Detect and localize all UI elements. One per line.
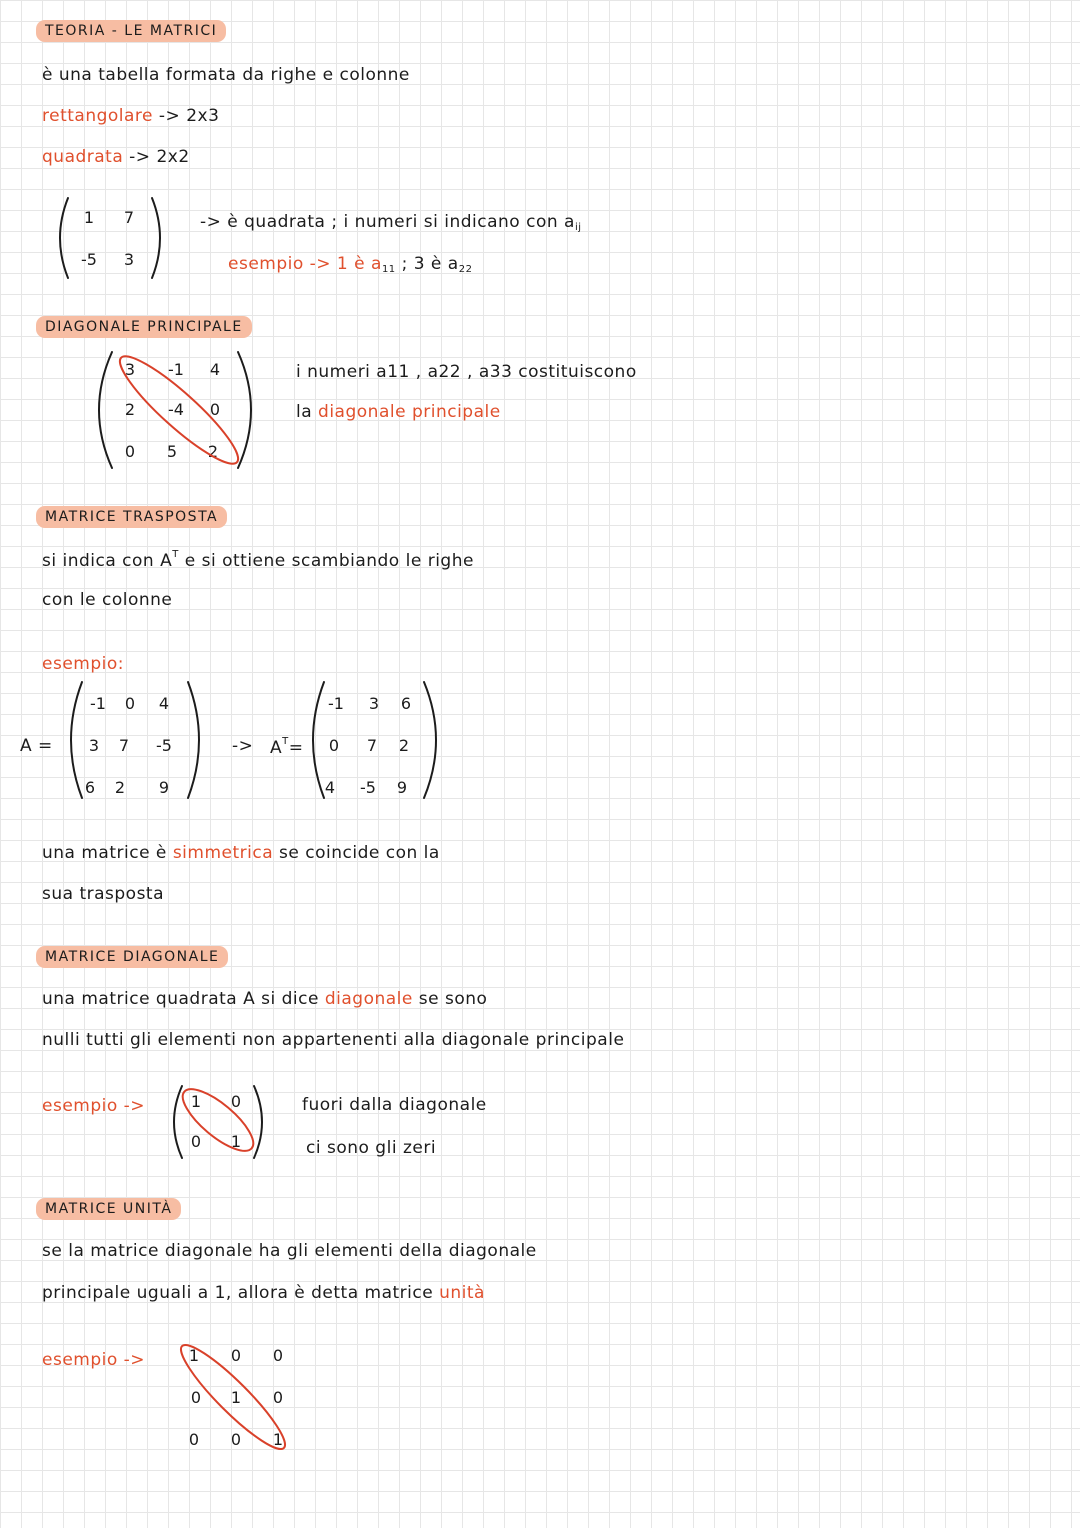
matrix-cell: 4 bbox=[324, 778, 336, 797]
matrix-cell: 0 bbox=[124, 442, 136, 461]
matrix-cell: 0 bbox=[230, 1346, 242, 1365]
diagonal-note-1: i numeri a11 , a22 , a33 costituiscono bbox=[296, 362, 637, 382]
diagonal-highlight-ring bbox=[104, 340, 254, 480]
line-highlight: simmetrica bbox=[172, 843, 274, 863]
matrix-cell: 7 bbox=[123, 208, 135, 227]
matrix-cell: -1 bbox=[168, 360, 184, 379]
matrix-cell: 9 bbox=[158, 778, 170, 797]
matrix-cell: 1 bbox=[188, 1346, 200, 1365]
square-arrow: -> 2x2 bbox=[129, 147, 190, 167]
section-heading-unit-matrix: MATRICE UNITÀ bbox=[36, 1198, 181, 1220]
rect-arrow: -> 2x3 bbox=[158, 106, 220, 126]
matrix-cell: 0 bbox=[272, 1388, 284, 1407]
note-text: ; 3 è a bbox=[401, 254, 459, 274]
line-highlight: unità bbox=[439, 1283, 485, 1303]
diagonal-highlight-ring bbox=[168, 1334, 298, 1460]
matrix-cell: 1 bbox=[230, 1388, 242, 1407]
example-label: esempio: bbox=[42, 654, 124, 674]
matrix-cell: -1 bbox=[328, 694, 344, 713]
superscript: T bbox=[282, 736, 289, 747]
symmetric-line-2: sua trasposta bbox=[42, 884, 165, 904]
matrix-cell: 3 bbox=[368, 694, 380, 713]
right-paren bbox=[420, 680, 446, 800]
left-paren bbox=[52, 196, 72, 280]
matrix-cell: 2 bbox=[207, 442, 219, 461]
matrix-cell: 0 bbox=[190, 1388, 202, 1407]
line-text: si indica con A bbox=[42, 551, 173, 571]
note-subscript: ij bbox=[574, 222, 582, 233]
diagonal-matrix-note-2: ci sono gli zeri bbox=[306, 1138, 437, 1158]
line-highlight: diagonale bbox=[324, 989, 413, 1009]
line-text: e si ottiene scambiando le righe bbox=[184, 551, 474, 571]
section-heading-transpose: MATRICE TRASPOSTA bbox=[36, 506, 227, 528]
transpose-line-1 bbox=[42, 549, 474, 571]
note-subscript: 22 bbox=[458, 264, 473, 275]
matrix-cell: -5 bbox=[81, 250, 97, 269]
note-text: la bbox=[296, 402, 313, 422]
diagonal-matrix-line-1 bbox=[42, 989, 487, 1009]
matrix-cell: 1 bbox=[190, 1092, 202, 1111]
section-heading-diagonal-principal: DIAGONALE PRINCIPALE bbox=[36, 316, 252, 338]
right-paren bbox=[184, 680, 208, 800]
note-highlight: diagonale principale bbox=[318, 402, 501, 422]
matrix-cell: 0 bbox=[190, 1132, 202, 1151]
line-text: una matrice quadrata A si dice bbox=[42, 989, 319, 1009]
matrix-cell: 2 bbox=[398, 736, 410, 755]
matrix-cell: 0 bbox=[188, 1430, 200, 1449]
matrix-cell: 1 bbox=[272, 1430, 284, 1449]
matrix-cell: 6 bbox=[400, 694, 412, 713]
matrix-cell: -4 bbox=[168, 400, 184, 419]
unit-line-1: se la matrice diagonale ha gli elementi della diagonale bbox=[42, 1241, 537, 1261]
diagonal-matrix-line-2: nulli tutti gli elementi non appartenenti alla diagonale principale bbox=[42, 1030, 625, 1050]
matrix-cell: 6 bbox=[84, 778, 96, 797]
note-subscript: 11 bbox=[381, 264, 396, 275]
rect-label: rettangolare bbox=[42, 106, 154, 126]
matrix-cell: 7 bbox=[118, 736, 130, 755]
matrix-cell: 0 bbox=[328, 736, 340, 755]
equals: = bbox=[288, 738, 304, 758]
square-note-2 bbox=[228, 254, 472, 275]
symmetric-line-1 bbox=[42, 843, 440, 863]
matrix-cell: 1 bbox=[83, 208, 95, 227]
right-paren bbox=[250, 1084, 270, 1160]
example-label: esempio -> bbox=[42, 1096, 146, 1116]
label-letter: A bbox=[270, 738, 283, 758]
line-text: una matrice è bbox=[42, 843, 167, 863]
right-paren bbox=[234, 350, 262, 470]
right-paren bbox=[148, 196, 168, 280]
section-heading-diagonal-matrix: MATRICE DIAGONALE bbox=[36, 946, 228, 968]
unit-line-2 bbox=[42, 1283, 485, 1303]
square-label: quadrata bbox=[42, 147, 124, 167]
superscript: T bbox=[172, 549, 179, 560]
matrix-cell: 9 bbox=[396, 778, 408, 797]
line-text: se sono bbox=[418, 989, 488, 1009]
matrix-cell: 2 bbox=[114, 778, 126, 797]
matrix-cell: -5 bbox=[156, 736, 172, 755]
matrix-cell: 4 bbox=[158, 694, 170, 713]
matrix-cell: 0 bbox=[230, 1430, 242, 1449]
definition-text: è una tabella formata da righe e colonne bbox=[42, 65, 410, 85]
matrix-cell: 0 bbox=[230, 1092, 242, 1111]
matrix-cell: 0 bbox=[124, 694, 136, 713]
diagonal-matrix-note-1: fuori dalla diagonale bbox=[302, 1095, 487, 1115]
matrix-cell: 3 bbox=[124, 360, 136, 379]
note-text: esempio -> 1 è a bbox=[228, 254, 382, 274]
matrix-at-label bbox=[270, 736, 304, 758]
matrix-cell: 5 bbox=[166, 442, 178, 461]
square-line bbox=[42, 147, 190, 167]
matrix-a-label: A = bbox=[20, 736, 53, 756]
line-text: se coincide con la bbox=[279, 843, 440, 863]
matrix-cell: 0 bbox=[272, 1346, 284, 1365]
diagonal-note-2 bbox=[296, 402, 501, 422]
page-title: TEORIA - LE MATRICI bbox=[36, 20, 226, 42]
example-label: esempio -> bbox=[42, 1350, 146, 1370]
matrix-cell: -5 bbox=[360, 778, 376, 797]
matrix-cell: 0 bbox=[209, 400, 221, 419]
line-text: principale uguali a 1, allora è detta matrice bbox=[42, 1283, 434, 1303]
matrix-cell: 4 bbox=[209, 360, 221, 379]
matrix-cell: 3 bbox=[123, 250, 135, 269]
matrix-cell: 1 bbox=[230, 1132, 242, 1151]
arrow: -> bbox=[232, 736, 254, 756]
matrix-cell: 7 bbox=[366, 736, 378, 755]
matrix-cell: 3 bbox=[88, 736, 100, 755]
transpose-line-2: con le colonne bbox=[42, 590, 173, 610]
square-note-1 bbox=[200, 212, 582, 233]
matrix-cell: 2 bbox=[124, 400, 136, 419]
matrix-cell: -1 bbox=[90, 694, 106, 713]
note-text: -> è quadrata ; i numeri si indicano con a bbox=[200, 212, 575, 232]
rect-line bbox=[42, 106, 219, 126]
